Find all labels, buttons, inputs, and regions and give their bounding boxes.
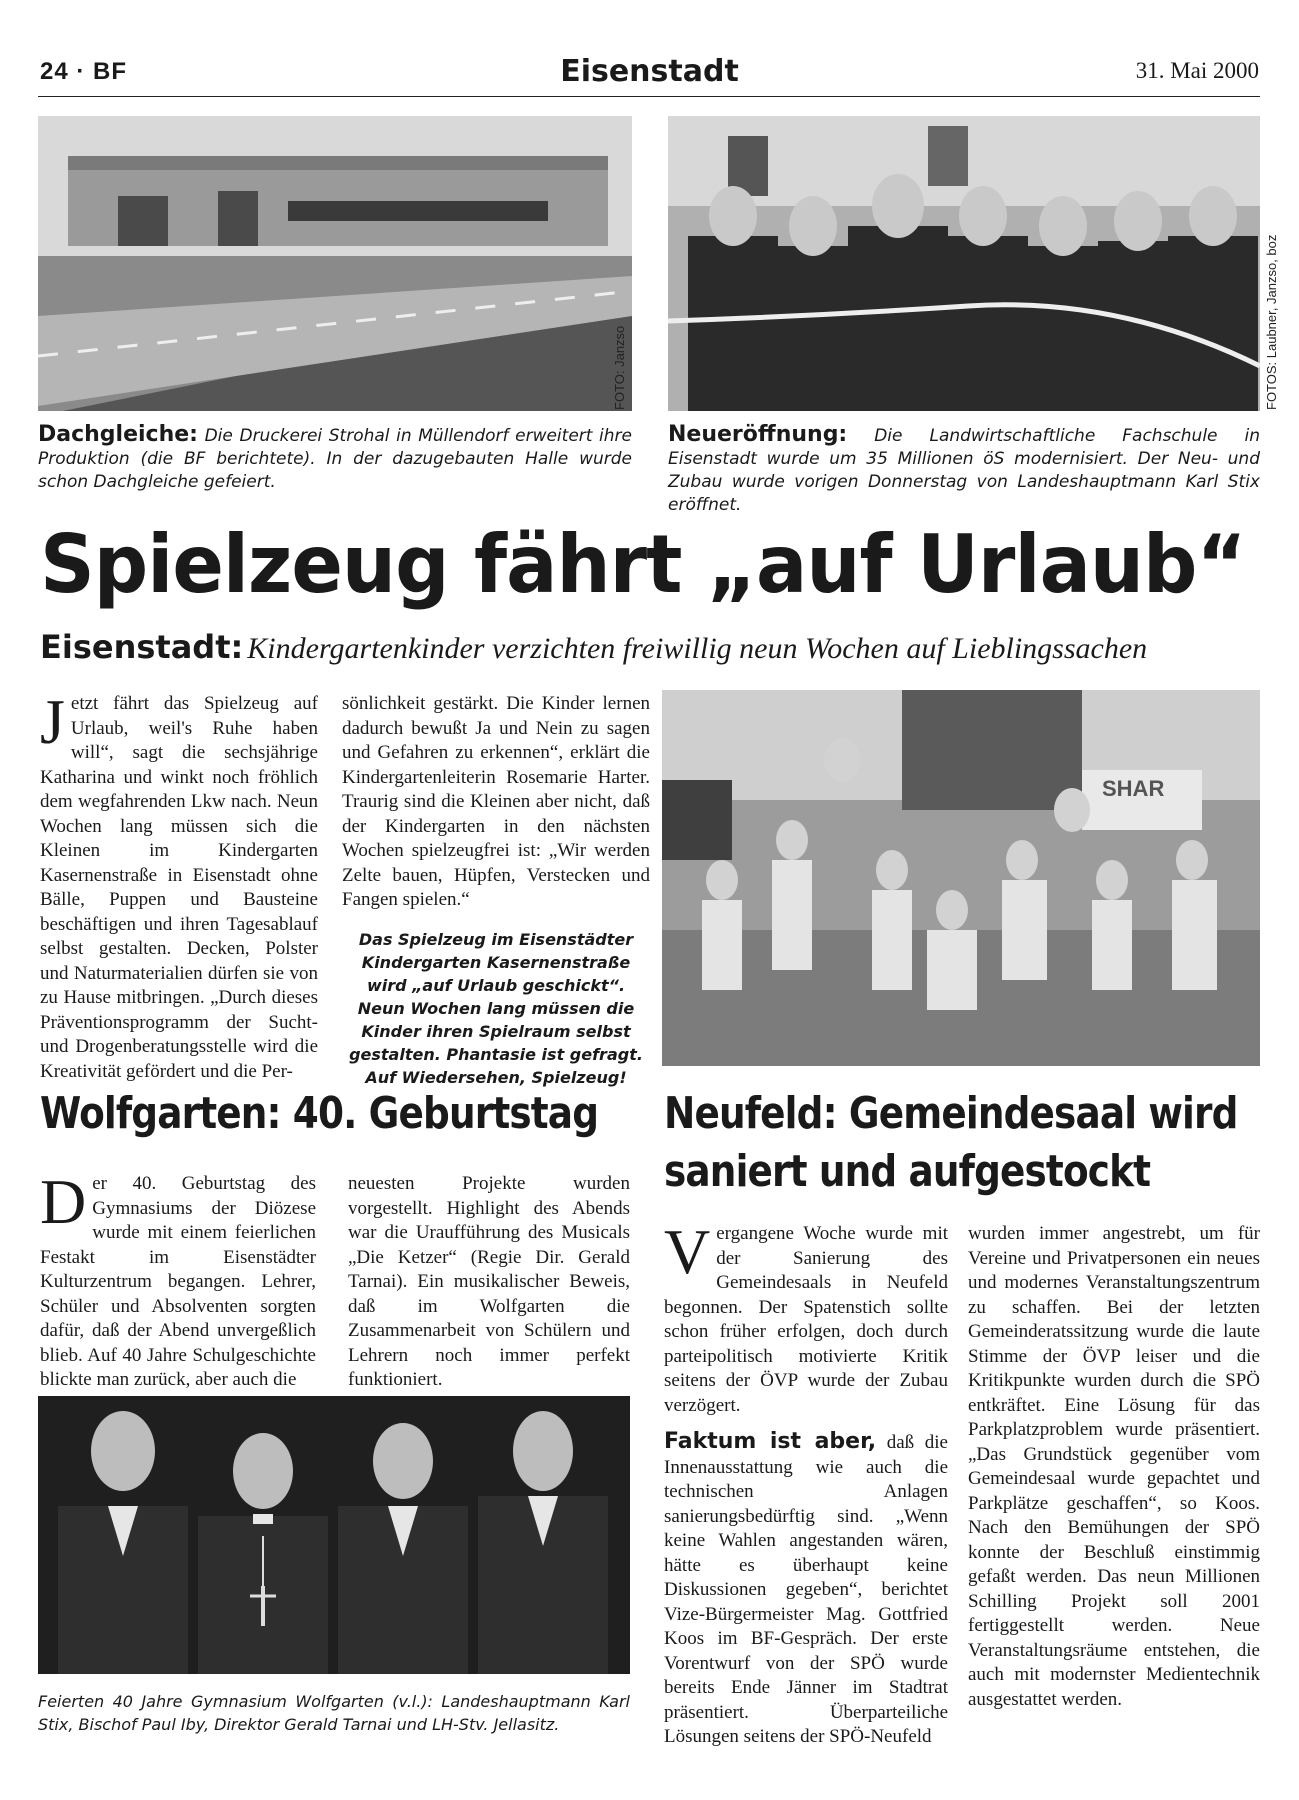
wolfgarten-column-1 [40, 1166, 316, 1393]
neufeld-col2-text: wurden immer angestrebt, um für Vereine und Privatpersonen ein neues und modernes Veranstaltungszentrum zu schaffen. Bei der letzten Gemeinderatssitzung wurde die laute Stimme der ÖVP leiser und die Kritikpunkte wurden durch die SPÖ entkräftet. Eine Lösung für das Parkplatzproblem wurde präsentiert. „Das Grundstück gegenüber vom Gemeindesaal wurde gepachtet und Parkplätze geschaffen“, so Koos. Nach den Bemühungen der SPÖ konnte der Beschluß einstimmig gefaßt werden. Das neun Millionen Schilling Projekt soll 2001 fertiggestellt werden. Neue Veranstaltungsräume entstehen, die auch mit modernster Medientechnik ausgestattet werden. [968, 1223, 1260, 1710]
factory-hall-photo [38, 116, 632, 411]
main-column-2 [342, 692, 650, 913]
main-headline: Spielzeug fährt „auf Urlaub“ [40, 518, 1246, 611]
wolfgarten-photo [38, 1396, 630, 1674]
neufeld-headline-line2: saniert und aufgestockt [664, 1146, 1151, 1197]
neufeld-column-2 [968, 1222, 1260, 1712]
section-title: Eisenstadt [560, 54, 739, 89]
wolfgarten-photo-caption: Feierten 40 Jahre Gymnasium Wolfgarten (v.l.): Landeshauptmann Karl Stix, Bischof Paul Iby, Direktor Gerald Tarnai und LH-Stv. Jellasitz. [38, 1692, 630, 1734]
main-col1-text: etzt fährt das Spielzeug auf Urlaub, weil's Ruhe haben will“, sagt die sechsjährige Katharina und winkt noch fröhlich dem wegfahrenden Lkw nach. Neun Wochen lang müssen sich die Kleinen im Kindergarten Kasernenstraße in Eisenstadt ohne Bälle, Puppen und Bausteine beschäftigen und ihren Tagesablauf selbst gestalten. Decken, Polster und Naturmaterialien dürfen sie von zu Hause mitbringen. „Durch dieses Präventionsprogramm der Sucht- und Drogenberatungsstelle wird die Kreativität gefördert und die Per- [40, 693, 318, 1082]
issue-date: 31. Mai 2000 [1135, 58, 1259, 83]
wolfgarten-col2-text: neuesten Projekte wurden vorgestellt. Highlight des Abends war die Uraufführung des Musicals „Die Ketzer“ (Regie Dir. Gerald Tarnai). Ein musikalischer Beweis, daß im Wolfgarten die Zusammenarbeit von Schülern und Lehrern noch immer perfekt funktioniert. [348, 1173, 630, 1390]
caption-text: Die Druckerei Strohal in Müllendorf erweitert ihre Produktion (die BF berichtete). In der dazugebauten Halle wurde schon Dachgleiche gefeiert. [38, 426, 632, 492]
main-deck: Kindergartenkinder verzichten freiwillig neun Wochen auf Lieblingssachen [247, 632, 1148, 665]
neufeld-column-1 [664, 1216, 948, 1750]
main-subline [40, 628, 1147, 666]
neufeld-col1-text-2: daß die Innenausstattung wie auch die technischen Anlagen sanierungsbedürftig sind. „Wenn keine Wahlen angestanden wären, hätte es überhaupt keine Diskussionen gegeben“, berichtet Vize-Bürgermeister Mag. Gottfried Koos im BF-Gespräch. Der erste Vorentwurf von der SPÖ wurde bereits Ende Jänner im Stadtrat präsentiert. Überparteiliche Lösungen seitens der SPÖ-Neufeld [664, 1432, 948, 1747]
caption-lead: Neueröffnung: [668, 422, 848, 447]
neufeld-headline-line1: Neufeld: Gemeindesaal wird [664, 1088, 1238, 1139]
photo-credit-right: FOTOS: Laubner, Janzso, boz [1264, 234, 1279, 410]
dropcap: V [664, 1216, 711, 1287]
caption-neueroeffnung [668, 423, 1260, 517]
sign-text: SHAR [1102, 776, 1165, 801]
neufeld-col1-text: ergangene Woche wurde mit der Sanierung des Gemeindesaals in Neufeld begonnen. Der Spatenstich sollte schon früher erfolgen, doch durch parteipolitisch motivierte Kritik seitens der ÖVP wurde der Zubau verzögert. [664, 1223, 948, 1416]
header-rule [38, 96, 1260, 97]
dropcap: D [40, 1166, 87, 1237]
main-kicker: Eisenstadt: [40, 628, 244, 666]
caption-text: Die Landwirtschaftliche Fachschule in Eisenstadt wurde um 35 Millionen öS modernisiert. Der Neu- und Zubau wurde vorigen Donnerstag von Landeshauptmann Karl Stix eröffnet. [668, 426, 1260, 515]
caption-dachgleiche [38, 423, 632, 494]
caption-lead: Dachgleiche: [38, 422, 198, 447]
wolfgarten-headline: Wolfgarten: 40. Geburtstag [40, 1088, 599, 1139]
kindergarten-photo-caption: Das Spielzeug im Eisenstädter Kindergarten Kasernenstraße wird „auf Urlaub geschickt“. Neun Wochen lang müssen die Kinder ihren Spielraum selbst gestalten. Phantasie ist gefragt. Auf Wiedersehen, Spielzeug! [349, 930, 643, 1087]
kindergarten-photo [662, 690, 1260, 1066]
ribbon-cutting-photo [668, 116, 1260, 411]
neufeld-subhead: Faktum ist aber, [664, 1429, 877, 1454]
wolfgarten-col1-text: er 40. Geburtstag des Gymnasiums der Diözese wurde mit einem feierlichen Festakt im Eisenstädter Kulturzentrum begangen. Lehrer, Schüler und Absolventen sorgten dafür, daß der Abend unvergeßlich blieb. Auf 40 Jahre Schulgeschichte blickte man zurück, aber auch die [40, 1173, 316, 1390]
main-column-1 [40, 686, 318, 1084]
photo-credit-left: FOTO: Janzso [612, 325, 627, 410]
wolfgarten-column-2 [348, 1172, 630, 1393]
dropcap: J [40, 686, 65, 757]
main-col2-text: sönlichkeit gestärkt. Die Kinder lernen dadurch bewußt Ja und Nein zu sagen und Gefahren zu erkennen“, erklärt die Kindergartenleiterin Rosemarie Harter. Traurig sind die Kleinen aber nicht, daß der Kindergarten in den nächsten Wochen spielzeugfrei ist: „Wir werden Zelte bauen, Hüpfen, Verstecken und Fangen spielen.“ [342, 693, 650, 910]
neufeld-paragraph-2 [664, 1430, 948, 1750]
page-number: 24 · BF [40, 58, 128, 85]
